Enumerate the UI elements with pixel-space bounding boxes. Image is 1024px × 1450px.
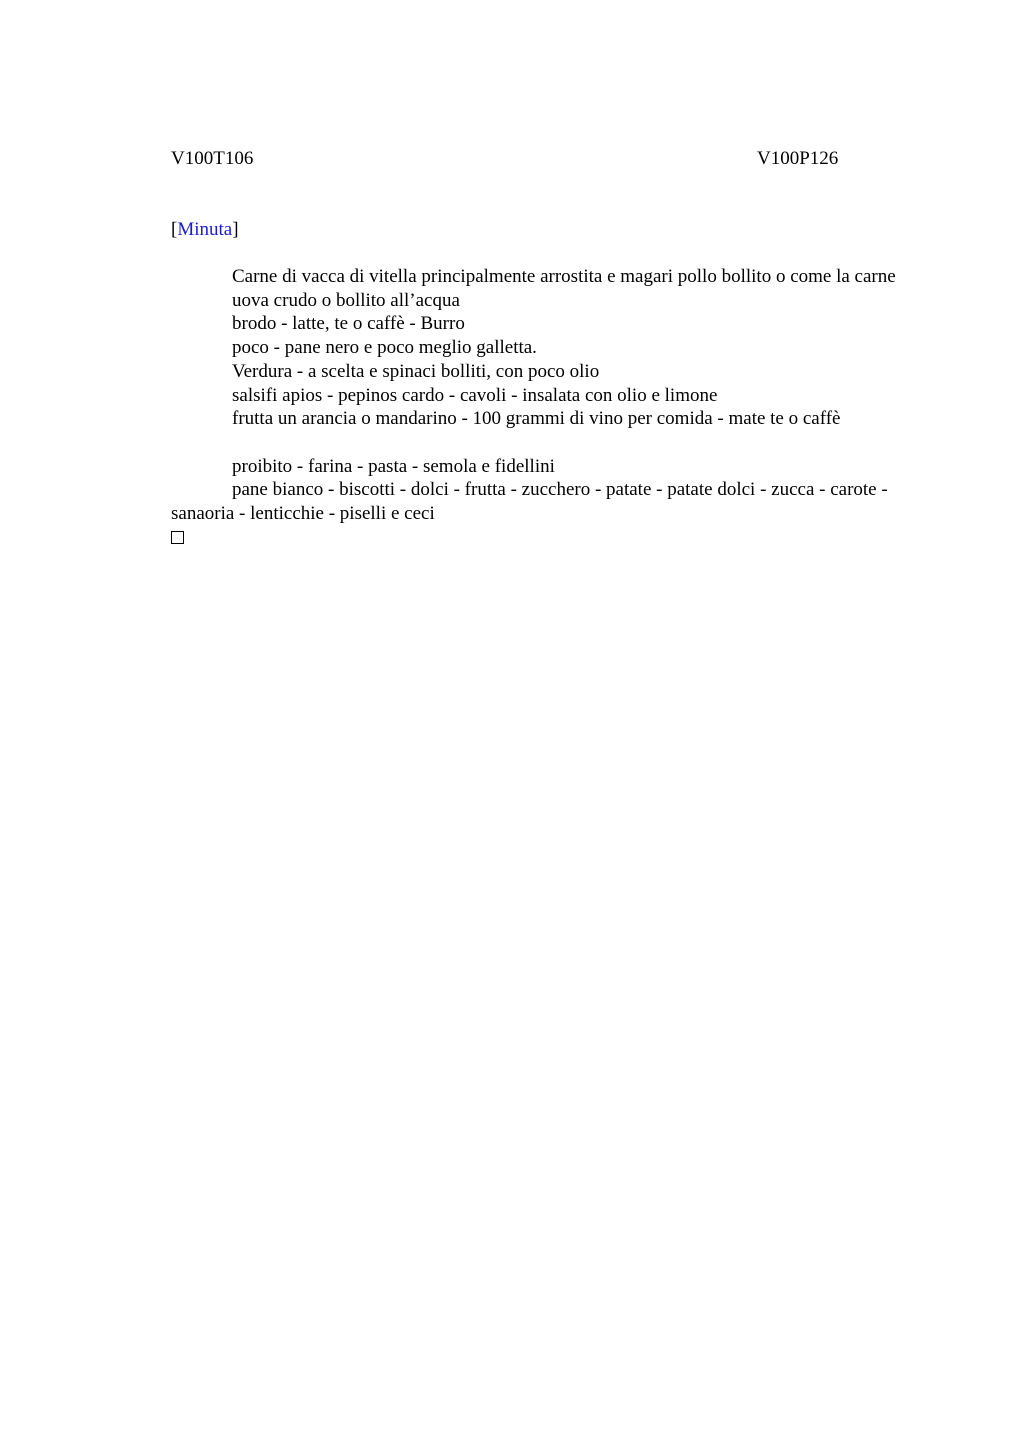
title-link-minuta[interactable]: Minuta [177, 219, 233, 240]
title-open-bracket: [ [171, 219, 178, 240]
allowed-line: poco - pane nero e poco meglio galletta. [232, 337, 537, 359]
forbidden-paragraph: pane bianco - biscotti - dolci - frutta - zucchero - patate - patate dolci - zucca - carote - sanaoria - lenticchie - piselli e ceci [171, 479, 888, 525]
document-title [171, 218, 239, 242]
allowed-line: Verdura - a scelta e spinaci bolliti, con poco olio [232, 360, 600, 382]
document-code-left: V100T106 [171, 148, 254, 169]
allowed-line: brodo - latte, te o caffè - Burro [232, 313, 465, 335]
allowed-line: salsifi apios - pepinos cardo - cavoli - insalata con olio e limone [232, 384, 718, 406]
document-code-right: V100P126 [757, 148, 839, 169]
paragraph-spacer [171, 431, 911, 455]
end-marker [171, 526, 911, 551]
allowed-line: uova crudo o bollito all’acqua [232, 289, 460, 311]
forbidden-first-line: proibito - farina - pasta - semola e fidellini [232, 455, 555, 477]
empty-square-icon [171, 531, 184, 544]
allowed-intro-paragraph: Carne di vacca di vitella principalmente arrostita e magari pollo bollito o come la carne [232, 266, 896, 287]
title-close-bracket: ] [232, 219, 239, 240]
allowed-line: frutta un arancia o mandarino - 100 grammi di vino per comida - mate te o caffè [232, 408, 841, 430]
document-body [171, 265, 911, 550]
